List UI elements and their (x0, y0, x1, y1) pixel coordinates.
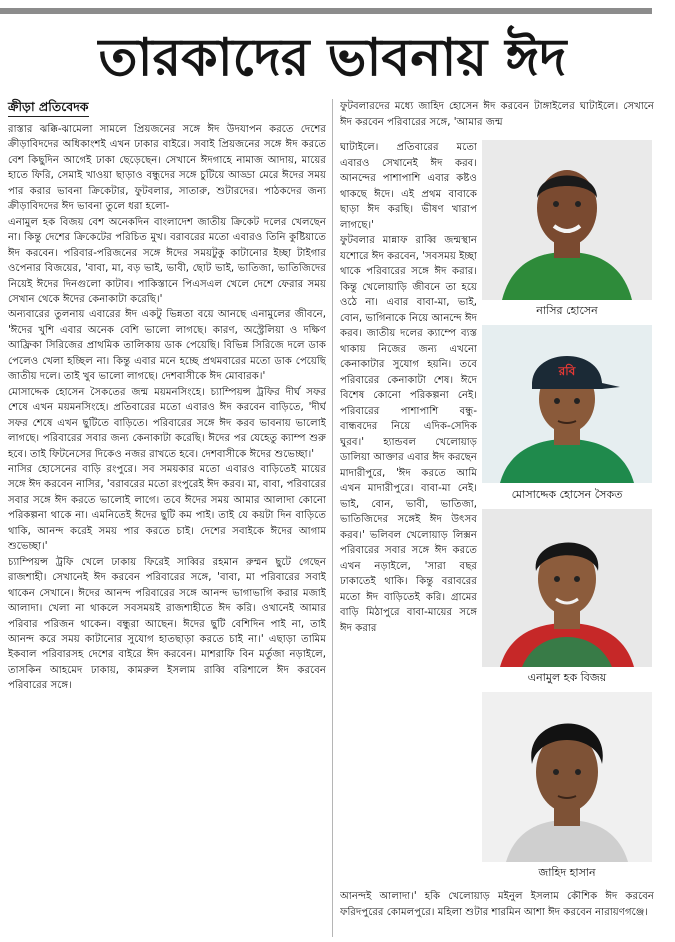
right-bottom-text (340, 889, 654, 937)
player-photo-nasir (482, 140, 652, 300)
photo-caption: মোসাদ্দেক হোসেন সৈকত (511, 488, 623, 501)
article-paragraph: মোসাদ্দেক হোসেন সৈকতের জন্ম ময়মনসিংহে। চ্যাম্পিয়ন্স ট্রফির দীর্ঘ সফর শেষে এখন ময়মনসিংহে। প্রতিবারের মতো এবারও ঈদ করবেন বাড়িতে, 'দীর্ঘ সফর শেষে এখন ছুটিতে বাড়িতে। পরিবারের সঙ্গে ঈদ করব ভাবনায় ভালোই লাগছে। পরিবারের সবার জন্য কেনাকাটা করেছি। ঈদের পর যেহেতু ক্যাম্প শুরু হবে। তাই ফিটনেসের দিকেও নজর রাখতে হবে। দেশবাসীকে ঈদের শুভেচ্ছা।' (8, 386, 326, 460)
article-paragraph: আনন্দই আলাদা।' হকি খেলোয়াড় মইনুল ইসলাম কৌশিক ঈদ করবেন ফরিদপুরের কোমলপুরে। মহিলা শুটার শারমিন আশা ঈদ করবেন নারায়ণগঞ্জে। (340, 891, 654, 918)
left-column (8, 122, 326, 938)
cap-logo: রবি (558, 364, 576, 378)
player-photo-enamul (482, 509, 652, 667)
right-top-text (340, 99, 654, 139)
top-rule (0, 8, 652, 14)
article-paragraph: রাস্তার ঝক্কি-ঝামেলা সামলে প্রিয়জনের সঙ্গে ঈদ উদযাপন করতে দেশের ক্রীড়াবিদদের অধিকাংশই এখন ঢাকার বাইরে। সবাই প্রিয়জনের সঙ্গে ঈদ করতে বেশ কিছুদিন আগেই ঢাকা ছেড়েছেন। সেখানে ঈদগাহে নামাজ আদায়, মায়ের হাতে ফিরি, সেমাই খাওয়া ছাড়াও বন্ধুদের সঙ্গে চুটিয়ে আড্ডা মেরে ঈদের সময় পার করার ভাবনা ক্রিকেটার, ফুটবলার, সাতারু, শুটারদের। পাঠকদের জন্য ক্রীড়াবিদদের ঈদ ভাবনা তুলে ধরা হলো- (8, 124, 326, 213)
photo-caption: এনামুল হক বিজয় (527, 671, 607, 684)
player-photo-zahid (482, 692, 652, 862)
article-paragraph: ফুটবলারদের মধ্যে জাহিদ হোসেন ঈদ করবেন টাঙ্গাইলের ঘাটাইলে। সেখানে ঈদ করবেন পরিবারের সঙ্গে, 'আমার জন্ম (340, 101, 654, 128)
photo-caption: জাহিদ হাসান (538, 866, 596, 879)
article-paragraph: চ্যাম্পিয়ন্স ট্রফি খেলে ঢাকায় ফিরেই সাব্বির রহমান রুম্মন ছুটে গেছেন রাজশাহী। সেখানেই ঈদ করবেন পরিবারের সঙ্গে, 'বাবা, মা পরিবারের সবাই থাকেন সেখানে। ঈদের আনন্দ পরিবারের সঙ্গে আনন্দ ভাগাভাগি করার মজাই আলাদা। খেলা না থাকলে সবসময়ই রাজশাহীতে ঈদ করি। ওখানেই আমার পরিবার পরিজন থাকেন। বন্ধুরা আছেন। ঈদের ছুটি বেশিদিন পাই না, তাই আনন্দ করে সময় কাটানোর সুযোগ হাতছাড়া করতে চাই না।' এছাড়া তামিম ইকবাল পরিবারসহ দেশের বাইরে ঈদ করবেন। মাশরাফি বিন মর্তুজা নড়াইলে, তাসকিন আহমেদ ঢাকায়, কামরুল ইসলাম রাব্বি বরিশালে ঈদ করবেন পরিবারের সঙ্গে। (8, 556, 326, 692)
headline: তারকাদের ভাবনায় ঈদ (98, 27, 567, 88)
article-paragraph: ফুটবলার মান্নাফ রাব্বি জন্মস্থান যশোরে ঈদ করবেন, 'সবসময় ইচ্ছা থাকে পরিবারের সঙ্গে ঈদ করার। কিন্তু খেলোয়াড়ি জীবনে তা হয়ে ওঠে না। এবার বাবা-মা, ভাই, বোন, ভাগিনাকে নিয়ে আনন্দে ঈদ করব। জাতীয় দলের ক্যাম্পে ব্যস্ত থাকায় নিজের জন্য এখনো কেনাকাটার সুযোগ হয়নি। তবে পরিবারের কেনাকাটা শেষ। ঈদে বিশেষ কোনো পরিকল্পনা নেই। পরিবারের পাশাপাশি বন্ধু-বান্ধবদের নিয়ে এদিক-সেদিক ঘুরব।' হ্যান্ডবল খেলোয়াড় ডালিয়া আক্তার এবার ঈদ করছেন মাদারীপুরে, 'ঈদ করতে আমি এখন মাদারীপুরে। বাবা-মা নেই। ভাই, বোন, ভাবী, ভাতিজা, ভাতিজিদের সঙ্গেই ঈদ উৎসব করব।' ভলিবল খেলোয়াড় লিক্সন পরিবারের সবার সঙ্গে ঈদ করতে এখন নড়াইলে, 'সারা বছর ঢাকাতেই থাকি। কিন্তু বরাবরের মতো ঈদ বাড়িতেই করি। গ্রামের বাড়ি মিঠাপুরে বাবা-মায়ের সঙ্গে ঈদ করার (340, 235, 477, 634)
article-paragraph: ঘাটাইলে। প্রতিবারের মতো এবারও সেখানেই ঈদ করব। আনন্দের পাশাপাশি এবার কষ্টও থাকছে ঈদে। এই প্রথম বাবাকে ছাড়া ঈদ করছি। ভীষণ খারাপ লাগছে।' (340, 142, 477, 231)
column-divider (332, 99, 333, 937)
article-paragraph: নাসির হোসেনের বাড়ি রংপুরে। সব সময়কার মতো এবারও বাড়িতেই মায়ের সঙ্গে ঈদ করবেন নাসির, 'বরাবরের মতো রংপুরেই ঈদ করব। মা, বাবা, পরিবারের সবার সঙ্গে ঈদ করতে ভালোই লাগে। তবে ঈদের সময় আমার আলাদা কোনো পরিকল্পনা থাকে না। এমনিতেই ঈদের ছুটি কম পাই। তাই যে কয়টা দিন বাড়িতে থাকি, আনন্দ করেই সময় পার করতে চাই। দেশের সবাইকে ঈদের আগাম শুভেচ্ছা।' (8, 463, 326, 553)
article-paragraph: এনামুল হক বিজয় বেশ অনেকদিন বাংলাদেশ জাতীয় ক্রিকেট দলের খেলছেন না। কিন্তু দেশের ক্রিকেটের পরিচিত মুখ। বরাবরের মতো এবারও তিনি কুষ্টিয়াতে ঈদ করবেন। পরিবার-পরিজনের সঙ্গে ঈদের সময়টুকু কাটানোর ইচ্ছা টাইগার ওপেনার বিজয়ের, 'বাবা, মা, বড় ভাই, ভাবী, ছোট ভাই, ভাতিজা, ভাতিজিদের নিয়েই ঈদের দিনগুলো কাটাব। পাকিস্তানে পিএসএল খেলে দেশে ফেরার সময় সেখান থেকে ঈদের কেনাকাটা করেছি।' (8, 216, 326, 305)
byline: ক্রীড়া প্রতিবেদক (8, 99, 89, 117)
player-photo-mosaddek (482, 325, 652, 483)
article-paragraph: অন্যবারের তুলনায় এবারের ঈদ একটু ভিন্নতা বয়ে আনছে এনামুলের জীবনে, 'ঈদের খুশি এবার অনেক বেশি ভালো লাগছে। কারণ, অস্ট্রেলিয়া ও দক্ষিণ আফ্রিকা সিরিজের প্রাথমিক তালিকায় ডাক পেয়েছি। বিভিন্ন সিরিজে দলে ডাক পেলেও খেলা হচ্ছিল না। কিন্তু এবার মনে হচ্ছে প্রথমবারের মতো ডাক পেয়েছি জাতীয় দলে। তাই খুব ভালো লাগছে। দেশবাসীকে ঈদ মোবারক।' (8, 309, 326, 383)
right-column (340, 140, 477, 894)
photo-caption: নাসির হোসেন (536, 304, 598, 317)
